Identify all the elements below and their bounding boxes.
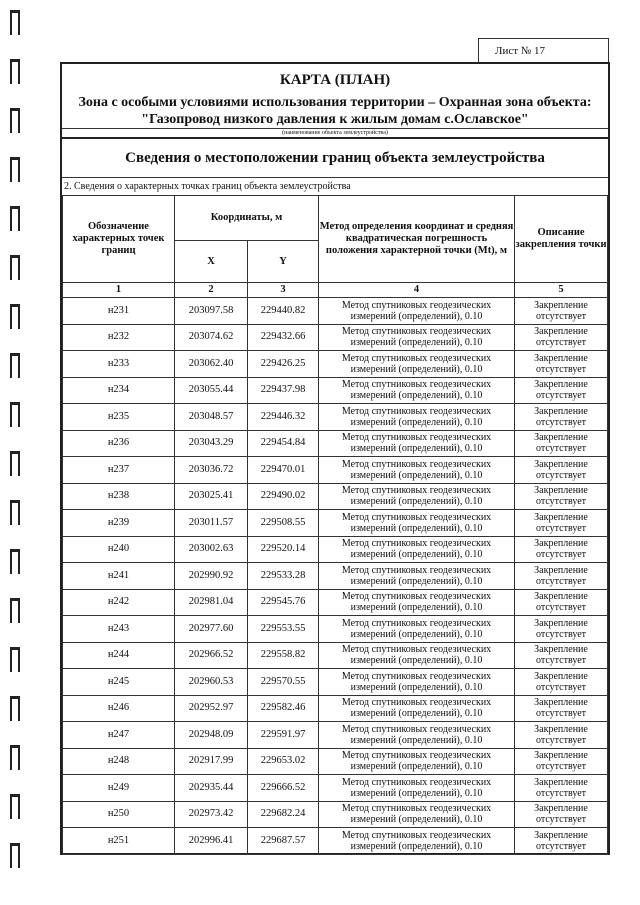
point-id: н231 <box>63 298 175 325</box>
table-row <box>63 563 608 590</box>
binder-hole-mark <box>10 255 20 280</box>
fixation: Закрепление отсутствует <box>515 589 608 616</box>
method: Метод спутниковых геодезических измерений (определений), 0.10 <box>319 801 515 828</box>
method: Метод спутниковых геодезических измерений (определений), 0.10 <box>319 695 515 722</box>
point-id: н239 <box>63 510 175 537</box>
table-row <box>63 510 608 537</box>
fixation: Закрепление отсутствует <box>515 457 608 484</box>
coord-x: 202981.04 <box>175 589 248 616</box>
coord-x: 202960.53 <box>175 669 248 696</box>
table-row <box>63 457 608 484</box>
coord-y: 229591.97 <box>248 722 319 749</box>
method: Метод спутниковых геодезических измерений (определений), 0.10 <box>319 589 515 616</box>
point-id: н232 <box>63 324 175 351</box>
binder-hole-mark <box>10 304 20 329</box>
table-row <box>63 483 608 510</box>
document-title: КАРТА (ПЛАН) <box>279 72 391 88</box>
sheet-number: Лист № 17 <box>478 38 609 62</box>
binder-hole-mark <box>10 549 20 574</box>
coord-x: 202990.92 <box>175 563 248 590</box>
column-number: 4 <box>319 283 515 298</box>
coord-y: 229653.02 <box>248 748 319 775</box>
subtitle-line-2: "Газопровод низкого давления к жилым домам с.Ославское" <box>141 112 529 127</box>
fixation: Закрепление отсутствует <box>515 510 608 537</box>
coord-x: 203048.57 <box>175 404 248 431</box>
binder-hole-mark <box>10 745 20 770</box>
method: Метод спутниковых геодезических измерений (определений), 0.10 <box>319 351 515 378</box>
fixation: Закрепление отсутствует <box>515 298 608 325</box>
method: Метод спутниковых геодезических измерений (определений), 0.10 <box>319 483 515 510</box>
header-y: Y <box>248 241 319 283</box>
point-id: н234 <box>63 377 175 404</box>
fixation: Закрепление отсутствует <box>515 642 608 669</box>
coord-y: 229687.57 <box>248 828 319 855</box>
table-row <box>63 616 608 643</box>
method: Метод спутниковых геодезических измерений (определений), 0.10 <box>319 324 515 351</box>
fixation: Закрепление отсутствует <box>515 616 608 643</box>
coord-y: 229490.02 <box>248 483 319 510</box>
coord-x: 203036.72 <box>175 457 248 484</box>
method: Метод спутниковых геодезических измерений (определений), 0.10 <box>319 457 515 484</box>
table-row <box>63 351 608 378</box>
fixation: Закрепление отсутствует <box>515 483 608 510</box>
table-row <box>63 801 608 828</box>
column-number: 1 <box>63 283 175 298</box>
binder-hole-mark <box>10 451 20 476</box>
method: Метод спутниковых геодезических измерений (определений), 0.10 <box>319 563 515 590</box>
coord-x: 203074.62 <box>175 324 248 351</box>
coord-x: 202966.52 <box>175 642 248 669</box>
table-row <box>63 722 608 749</box>
coord-y: 229545.76 <box>248 589 319 616</box>
coord-y: 229570.55 <box>248 669 319 696</box>
header-desc: Описание закрепления точки <box>515 196 608 283</box>
document-frame <box>60 62 610 855</box>
coord-y: 229666.52 <box>248 775 319 802</box>
coord-y: 229437.98 <box>248 377 319 404</box>
subtitle-line-1: Зона с особыми условиями использования территории – Охранная зона объекта: <box>78 95 592 110</box>
point-id: н238 <box>63 483 175 510</box>
point-id: н243 <box>63 616 175 643</box>
point-id: н250 <box>63 801 175 828</box>
points-table <box>62 195 608 855</box>
binder-hole-mark <box>10 108 20 133</box>
coord-y: 229558.82 <box>248 642 319 669</box>
binder-hole-mark <box>10 59 20 84</box>
binder-hole-mark <box>10 402 20 427</box>
method: Метод спутниковых геодезических измерений (определений), 0.10 <box>319 536 515 563</box>
coord-y: 229432.66 <box>248 324 319 351</box>
method: Метод спутниковых геодезических измерений (определений), 0.10 <box>319 642 515 669</box>
header-method: Метод определения координат и средняя квадратическая погрешность положения характерной точки (Mt), м <box>319 196 515 283</box>
point-id: н247 <box>63 722 175 749</box>
fixation: Закрепление отсутствует <box>515 430 608 457</box>
binder-hole-mark <box>10 500 20 525</box>
column-number: 5 <box>515 283 608 298</box>
header-x: X <box>175 241 248 283</box>
binder-hole-mark <box>10 353 20 378</box>
point-id: н246 <box>63 695 175 722</box>
coord-x: 203043.29 <box>175 430 248 457</box>
subsection-title: 2. Сведения о характерных точках границ объекта землеустройства <box>64 181 351 192</box>
point-id: н240 <box>63 536 175 563</box>
point-id: н249 <box>63 775 175 802</box>
coord-x: 203055.44 <box>175 377 248 404</box>
method: Метод спутниковых геодезических измерений (определений), 0.10 <box>319 722 515 749</box>
fixation: Закрепление отсутствует <box>515 351 608 378</box>
table-row <box>63 404 608 431</box>
binder-hole-mark <box>10 157 20 182</box>
point-id: н235 <box>63 404 175 431</box>
coord-x: 202996.41 <box>175 828 248 855</box>
point-id: н236 <box>63 430 175 457</box>
header-coords: Координаты, м <box>175 196 319 241</box>
point-id: н233 <box>63 351 175 378</box>
point-id: н248 <box>63 748 175 775</box>
coord-y: 229520.14 <box>248 536 319 563</box>
coord-y: 229454.84 <box>248 430 319 457</box>
coord-x: 203025.41 <box>175 483 248 510</box>
binder-hole-mark <box>10 206 20 231</box>
coord-x: 203002.63 <box>175 536 248 563</box>
binder-marks <box>10 10 22 900</box>
method: Метод спутниковых геодезических измерений (определений), 0.10 <box>319 377 515 404</box>
caption: (наименование объекта землеустройства) <box>62 128 608 139</box>
point-id: н251 <box>63 828 175 855</box>
coord-y: 229582.46 <box>248 695 319 722</box>
method: Метод спутниковых геодезических измерений (определений), 0.10 <box>319 298 515 325</box>
table-row <box>63 748 608 775</box>
coord-x: 202948.09 <box>175 722 248 749</box>
table-row <box>63 669 608 696</box>
table-row <box>63 536 608 563</box>
method: Метод спутниковых геодезических измерений (определений), 0.10 <box>319 430 515 457</box>
coord-y: 229470.01 <box>248 457 319 484</box>
header-point: Обозначение характерных точек границ <box>63 196 175 283</box>
table-row <box>63 828 608 855</box>
fixation: Закрепление отсутствует <box>515 324 608 351</box>
method: Метод спутниковых геодезических измерений (определений), 0.10 <box>319 775 515 802</box>
method: Метод спутниковых геодезических измерений (определений), 0.10 <box>319 828 515 855</box>
point-id: н244 <box>63 642 175 669</box>
coord-x: 202917.99 <box>175 748 248 775</box>
coord-x: 202952.97 <box>175 695 248 722</box>
table-row <box>63 695 608 722</box>
table-row <box>63 430 608 457</box>
fixation: Закрепление отсутствует <box>515 695 608 722</box>
fixation: Закрепление отсутствует <box>515 563 608 590</box>
column-number: 2 <box>175 283 248 298</box>
fixation: Закрепление отсутствует <box>515 775 608 802</box>
point-id: н237 <box>63 457 175 484</box>
coord-x: 203011.57 <box>175 510 248 537</box>
fixation: Закрепление отсутствует <box>515 748 608 775</box>
table-row <box>63 589 608 616</box>
binder-hole-mark <box>10 794 20 819</box>
table-row <box>63 298 608 325</box>
table-row <box>63 324 608 351</box>
coord-x: 203062.40 <box>175 351 248 378</box>
table-row <box>63 775 608 802</box>
coord-y: 229553.55 <box>248 616 319 643</box>
coord-y: 229440.82 <box>248 298 319 325</box>
coord-y: 229533.28 <box>248 563 319 590</box>
fixation: Закрепление отсутствует <box>515 536 608 563</box>
column-number: 3 <box>248 283 319 298</box>
coord-x: 202977.60 <box>175 616 248 643</box>
fixation: Закрепление отсутствует <box>515 801 608 828</box>
fixation: Закрепление отсутствует <box>515 404 608 431</box>
method: Метод спутниковых геодезических измерений (определений), 0.10 <box>319 616 515 643</box>
binder-hole-mark <box>10 696 20 721</box>
coord-y: 229426.25 <box>248 351 319 378</box>
point-id: н241 <box>63 563 175 590</box>
fixation: Закрепление отсутствует <box>515 377 608 404</box>
method: Метод спутниковых геодезических измерений (определений), 0.10 <box>319 510 515 537</box>
coord-y: 229508.55 <box>248 510 319 537</box>
point-id: н242 <box>63 589 175 616</box>
section-title: Сведения о местоположении границ объекта землеустройства <box>62 139 608 178</box>
binder-hole-mark <box>10 843 20 868</box>
coord-x: 202935.44 <box>175 775 248 802</box>
method: Метод спутниковых геодезических измерений (определений), 0.10 <box>319 748 515 775</box>
coord-x: 203097.58 <box>175 298 248 325</box>
binder-hole-mark <box>10 598 20 623</box>
fixation: Закрепление отсутствует <box>515 669 608 696</box>
fixation: Закрепление отсутствует <box>515 828 608 855</box>
table-row <box>63 642 608 669</box>
method: Метод спутниковых геодезических измерений (определений), 0.10 <box>319 669 515 696</box>
coord-y: 229682.24 <box>248 801 319 828</box>
fixation: Закрепление отсутствует <box>515 722 608 749</box>
coord-x: 202973.42 <box>175 801 248 828</box>
binder-hole-mark <box>10 10 20 35</box>
table-row <box>63 377 608 404</box>
method: Метод спутниковых геодезических измерений (определений), 0.10 <box>319 404 515 431</box>
binder-hole-mark <box>10 647 20 672</box>
coord-y: 229446.32 <box>248 404 319 431</box>
point-id: н245 <box>63 669 175 696</box>
